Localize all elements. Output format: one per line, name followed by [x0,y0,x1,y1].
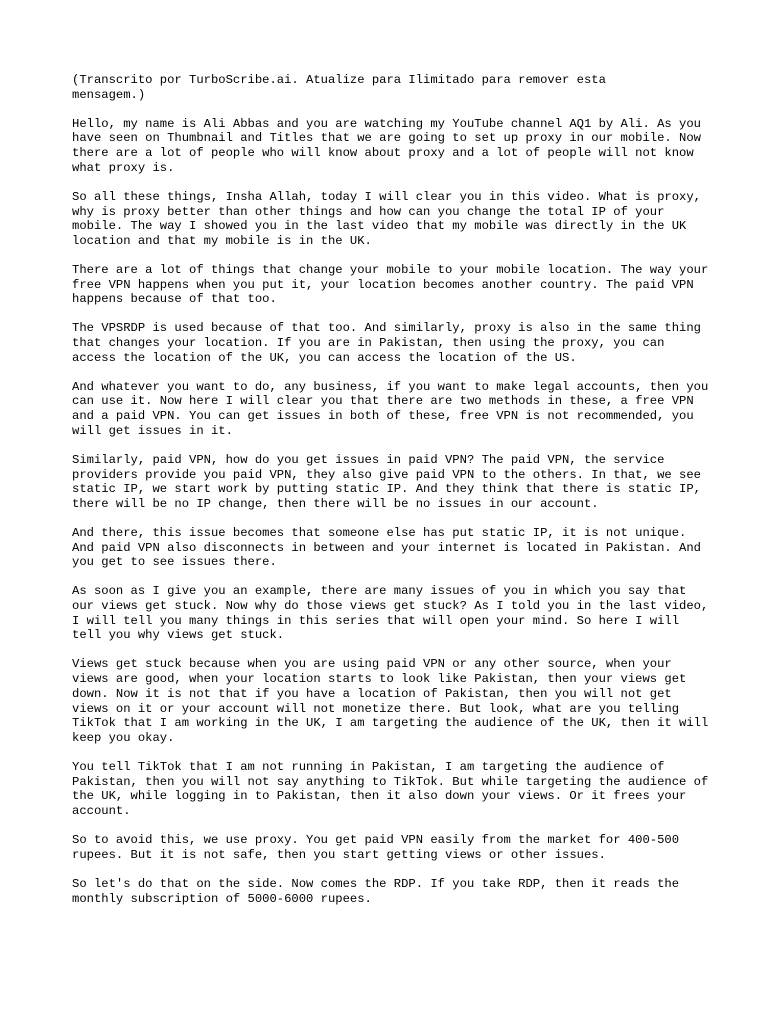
paragraph: And there, this issue becomes that someone else has put static IP, it is not unique. And paid VPN also disconnects in between and your internet is located in Pakistan. And you get to see issues there. [72,525,709,570]
paragraph: The VPSRDP is used because of that too. And similarly, proxy is also in the same thing that changes your location. If you are in Pakistan, then using the proxy, you can access the location of the UK, you can access the location of the US. [72,321,709,365]
paragraph: Hello, my name is Ali Abbas and you are watching my YouTube channel AQ1 by Ali. As you have seen on Thumbnail and Titles that we are going to set up proxy in our mobile. Now there are a lot of people who will know about proxy and a lot of people will not know what proxy is. [72,116,709,175]
transcription-notice: (Transcrito por TurboScribe.ai. Atualize para Ilimitado para remover esta mensagem.) [72,73,606,102]
document-page [72,73,716,921]
paragraph: Similarly, paid VPN, how do you get issues in paid VPN? The paid VPN, the service providers provide you paid VPN, they also give paid VPN to the others. In that, we see static IP, we start work by putting static IP. And they think that there is static IP, there will be no IP change, then there will be no issues in our account. [72,452,709,511]
paragraph: And whatever you want to do, any business, if you want to make legal accounts, then you can use it. Now here I will clear you that there are two methods in these, a free VPN and a paid VPN. You can get issues in both of these, free VPN is not recommended, you will get issues in it. [72,379,716,438]
paragraph: So let's do that on the side. Now comes the RDP. If you take RDP, then it reads the monthly subscription of 5000-6000 rupees. [72,876,687,906]
paragraph: So all these things, Insha Allah, today I will clear you in this video. What is proxy, why is proxy better than other things and how can you change the total IP of your mobile. The way I showed you in the last video that my mobile was directly in the UK location and that my mobile is in the UK. [72,189,709,248]
paragraph-list [72,116,716,907]
paragraph: As soon as I give you an example, there are many issues of you in which you say that our views get stuck. Now why do those views get stuck? As I told you in the last video, I will tell you many things in this series that will open your mind. So here I will tell you why views get stuck. [72,584,716,643]
paragraph: So to avoid this, we use proxy. You get paid VPN easily from the market for 400-500 rupees. But it is not safe, then you start getting views or other issues. [72,833,687,862]
paragraph: There are a lot of things that change your mobile to your mobile location. The way your free VPN happens when you put it, your location becomes another country. The paid VPN happens because of that too. [72,262,716,307]
paragraph: You tell TikTok that I am not running in Pakistan, I am targeting the audience of Pakistan, then you will not say anything to TikTok. But while targeting the audience of the UK, while logging in to Pakistan, then it also down your views. Or it frees your account. [72,759,716,819]
paragraph: Views get stuck because when you are using paid VPN or any other source, when your views are good, when your location starts to look like Pakistan, then your views get down. Now it is not that if you have a location of Pakistan, then you will not get views on it or your account will not monetize there. But look, what are you telling TikTok that I am working in the UK, I am targeting the audience of the UK, then it will keep you okay. [72,657,716,745]
